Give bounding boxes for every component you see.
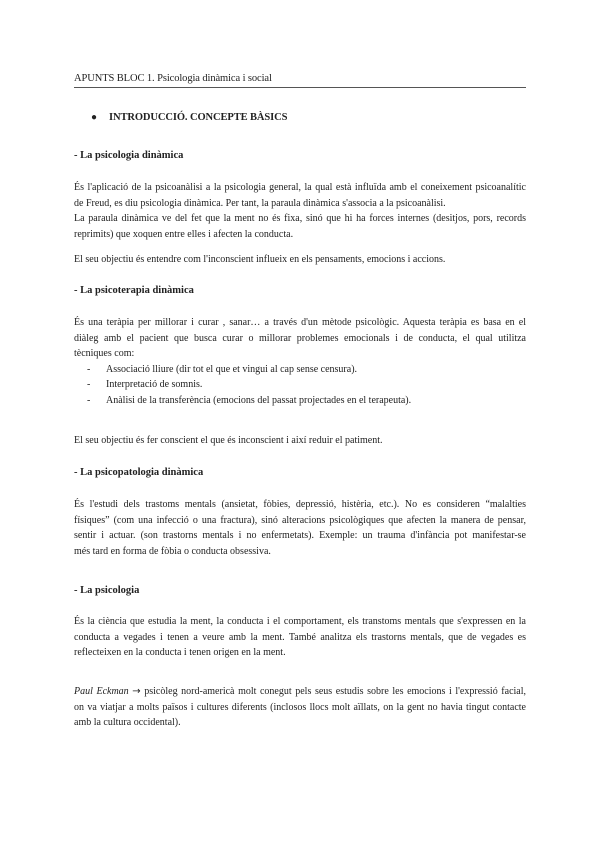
bullet-icon: ● bbox=[91, 112, 97, 123]
main-heading bbox=[91, 112, 287, 123]
list-item: - Anàlisi de la transferència (emocions del passat projectades en el terapeuta). bbox=[87, 394, 412, 406]
techniques-list bbox=[74, 362, 526, 409]
section-title-psicologia: - La psicologia bbox=[74, 585, 140, 596]
ekman-name: Paul Eckman bbox=[74, 686, 129, 697]
section-body-psicopatologia bbox=[74, 497, 526, 559]
list-item: - Associació lliure (dir tot el que et vingui al cap sense censura). bbox=[87, 363, 358, 375]
paragraph-line: Paul Eckman → psicòleg nord-americà molt conegut pels seus estudis sobre les emocions i l'expressió facial, bbox=[74, 686, 526, 697]
arrow-right-icon: → bbox=[132, 686, 141, 697]
paragraph-line: diàleg amb el pacient que busca curar o millorar problemes emocionals i de conducta, el qual utilitza bbox=[74, 332, 526, 344]
paragraph-line: amb la cultura occidental). bbox=[74, 717, 181, 728]
section-objective-dinamica bbox=[74, 252, 526, 268]
paragraph-line: més tard en forma de fòbia o conducta obsessiva. bbox=[74, 545, 271, 557]
section-body-dinamica bbox=[74, 180, 526, 242]
section-ekman bbox=[74, 684, 526, 731]
paragraph-line: És la ciència que estudia la ment, la conducta i el comportament, els transtoms mentals que s'expressen en la bbox=[74, 616, 526, 627]
paragraph-line: tècniques com: bbox=[74, 348, 135, 359]
section-title-dinamica: - La psicologia dinàmica bbox=[74, 150, 184, 161]
header-title: APUNTS BLOC 1. Psicologia dinàmica i social bbox=[74, 73, 272, 84]
paragraph-line: El seu objectiu és entendre com l'inconscient influeix en els pensaments, emocions i accions. bbox=[74, 254, 446, 265]
paragraph-line: És l'aplicació de la psicoanàlisi a la psicologia general, la qual està influïda amb el coneixement psicoanalític bbox=[74, 182, 526, 193]
paragraph-line: reprimits) que xoquen entre elles i afecten la conducta. bbox=[74, 228, 294, 240]
section-body-psicologia bbox=[74, 614, 526, 661]
paragraph-line: El seu objectiu és fer conscient el que és inconscient i així reduir el patiment. bbox=[74, 435, 383, 446]
paragraph-line: És l'estudi dels trastoms mentals (ansietat, fòbies, depressió, histèria, etc.). No es consideren “malalties bbox=[74, 499, 526, 510]
list-item: - Interpretació de somnis. bbox=[87, 379, 203, 390]
page-header bbox=[74, 73, 526, 88]
section-objective-psicoterapia bbox=[74, 433, 526, 449]
section-body-psicoterapia bbox=[74, 315, 526, 408]
paragraph-line: reflecteixen en la conducta i tenen origen en la ment. bbox=[74, 647, 286, 658]
section-title-psicopatologia: - La psicopatologia dinàmica bbox=[74, 467, 204, 478]
paragraph-line: sentir i actuar. (son trastorns mentals i no enfermetats). Exemple: un trauma d'infància pot manifestar-se bbox=[74, 530, 526, 541]
section-title-psicoterapia: - La psicoterapia dinàmica bbox=[74, 285, 194, 296]
main-heading-text: INTRODUCCIÓ. CONCEPTE BÀSICS bbox=[109, 112, 288, 123]
paragraph-line: on va viatjar a molts països i cultures diferents (inclosos llocs molt aïllats, on la gent no havia tingut contacte bbox=[74, 701, 526, 713]
paragraph-line: de Freud, es diu psicologia dinàmica. Per tant, la paraula dinàmica s'associa a la psicoanàlisi. bbox=[74, 197, 446, 209]
paragraph-line: És una teràpia per millorar i curar , sanar… a través d'un mètode psicològic. Aquesta teràpia es basa en el bbox=[74, 317, 526, 328]
paragraph-line: conducta a vegades i tenen a veure amb la ment. També analitza els trastorns mentals, que de vegades es bbox=[74, 631, 526, 643]
paragraph-line: La paraula dinàmica ve del fet que la ment no és fixa, sinó que hi ha forces internes (desitjos, pors, records bbox=[74, 213, 526, 224]
paragraph-line: físiques” (com una infecció o una fractura), sinó alteracions psicològiques que afecten la manera de pensar, bbox=[74, 514, 526, 526]
